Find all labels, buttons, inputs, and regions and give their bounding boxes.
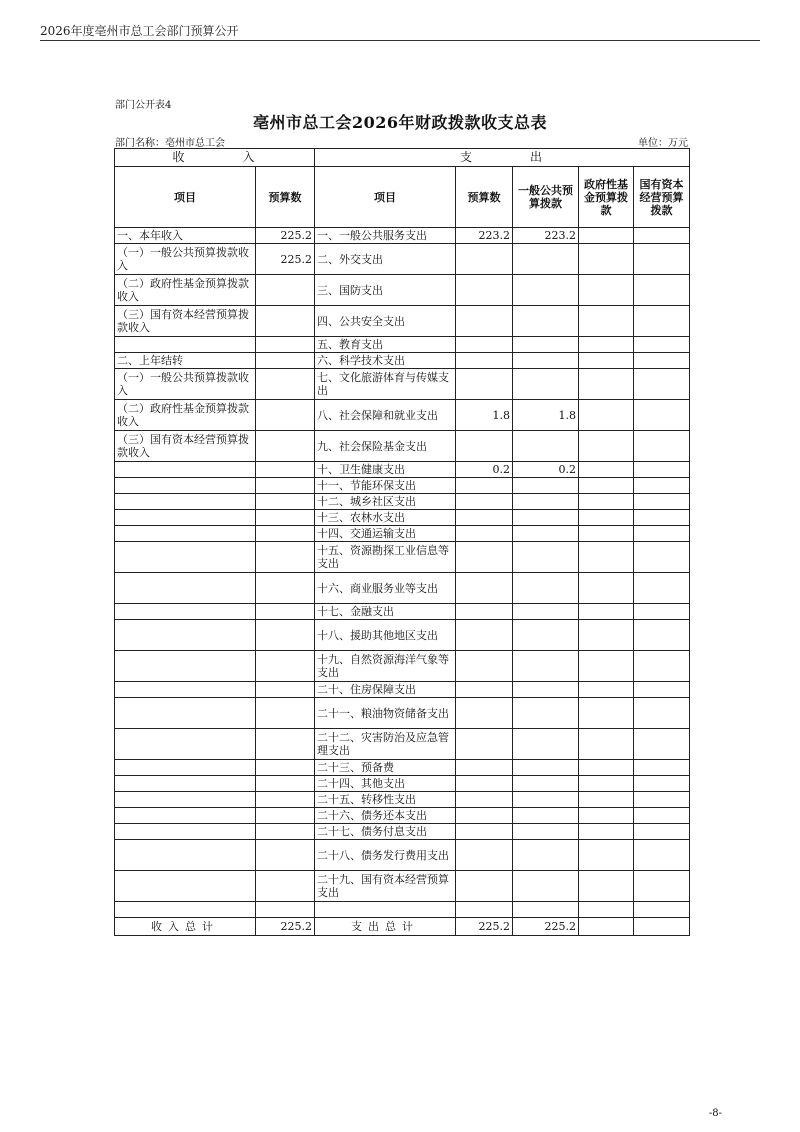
income-value-cell: 225.2 <box>256 228 315 244</box>
table-row <box>115 306 690 337</box>
state-capital-cell <box>634 871 690 902</box>
header-rule <box>40 40 760 41</box>
income-item-cell <box>115 510 256 526</box>
expense-budget-cell <box>456 244 513 275</box>
income-value-cell <box>256 808 315 824</box>
expense-budget-cell <box>456 808 513 824</box>
general-public-cell <box>513 729 579 760</box>
gov-fund-cell <box>579 431 634 462</box>
gov-fund-cell <box>579 604 634 620</box>
general-public-cell <box>513 776 579 792</box>
expense-item-cell: 二十四、其他支出 <box>315 776 456 792</box>
col-state-capital: 国有资本经营预算拨款 <box>634 167 690 228</box>
income-item-cell <box>115 902 256 918</box>
income-item-cell <box>115 698 256 729</box>
state-capital-cell <box>634 478 690 494</box>
expense-budget-cell <box>456 871 513 902</box>
table-row <box>115 228 690 244</box>
gov-fund-cell <box>579 353 634 369</box>
general-public-cell <box>513 494 579 510</box>
col-expense-item: 项目 <box>315 167 456 228</box>
general-public-cell <box>513 337 579 353</box>
income-item-cell: （一）一般公共预算拨款收入 <box>115 369 256 400</box>
table-row <box>115 510 690 526</box>
expense-item-cell: 十、卫生健康支出 <box>315 462 456 478</box>
state-capital-cell <box>634 337 690 353</box>
income-value-cell <box>256 776 315 792</box>
expense-budget-cell <box>456 604 513 620</box>
gov-fund-cell <box>579 542 634 573</box>
income-item-cell <box>115 651 256 682</box>
general-public-cell <box>513 275 579 306</box>
expense-item-cell: 一、一般公共服务支出 <box>315 228 456 244</box>
income-value-cell <box>256 431 315 462</box>
income-section-header: 收 入 <box>115 149 315 167</box>
state-capital-cell <box>634 698 690 729</box>
expense-item-cell: 十三、农林水支出 <box>315 510 456 526</box>
income-value-cell <box>256 494 315 510</box>
table-row <box>115 275 690 306</box>
income-item-cell <box>115 478 256 494</box>
expense-budget-cell <box>456 275 513 306</box>
table-row <box>115 620 690 651</box>
gov-fund-cell <box>579 682 634 698</box>
income-value-cell <box>256 306 315 337</box>
income-item-cell <box>115 337 256 353</box>
department-name: 部门名称：亳州市总工会 <box>115 138 225 149</box>
expense-item-cell: 二十二、灾害防治及应急管理支出 <box>315 729 456 760</box>
state-capital-cell <box>634 840 690 871</box>
income-value-cell <box>256 353 315 369</box>
general-public-cell <box>513 808 579 824</box>
gov-fund-cell <box>579 824 634 840</box>
state-capital-cell <box>634 824 690 840</box>
state-capital-cell <box>634 306 690 337</box>
income-item-cell: （二）政府性基金预算拨款收入 <box>115 400 256 431</box>
income-item-cell <box>115 542 256 573</box>
expense-item-cell: 十二、城乡社区支出 <box>315 494 456 510</box>
table-row <box>115 494 690 510</box>
state-capital-cell <box>634 369 690 400</box>
state-capital-cell <box>634 462 690 478</box>
table-row <box>115 824 690 840</box>
state-capital-cell <box>634 776 690 792</box>
state-capital-cell <box>634 792 690 808</box>
income-item-cell <box>115 620 256 651</box>
gov-fund-cell <box>579 275 634 306</box>
expense-item-cell: 二十七、债务付息支出 <box>315 824 456 840</box>
expense-item-cell: 二十一、粮油物资储备支出 <box>315 698 456 729</box>
table-row <box>115 353 690 369</box>
expense-budget-cell: 1.8 <box>456 400 513 431</box>
income-total-label: 收入总计 <box>115 918 256 936</box>
expense-item-cell: 二、外交支出 <box>315 244 456 275</box>
expense-item-cell: 二十六、债务还本支出 <box>315 808 456 824</box>
expense-item-cell: 四、公共安全支出 <box>315 306 456 337</box>
income-item-cell <box>115 760 256 776</box>
table-row <box>115 542 690 573</box>
col-gov-fund: 政府性基金预算拨款 <box>579 167 634 228</box>
gov-fund-cell <box>579 228 634 244</box>
income-item-cell <box>115 573 256 604</box>
general-public-cell <box>513 620 579 651</box>
table-row <box>115 369 690 400</box>
expense-budget-cell <box>456 542 513 573</box>
general-public-cell <box>513 369 579 400</box>
general-public-cell <box>513 573 579 604</box>
gov-fund-cell <box>579 400 634 431</box>
page-title: 亳州市总工会2026年财政拨款收支总表 <box>252 113 548 132</box>
income-value-cell <box>256 462 315 478</box>
income-value-cell <box>256 542 315 573</box>
expense-budget-cell <box>456 431 513 462</box>
gov-fund-cell <box>579 871 634 902</box>
expense-item-cell: 九、社会保险基金支出 <box>315 431 456 462</box>
page-number: -8- <box>708 1108 722 1119</box>
state-capital-cell <box>634 682 690 698</box>
expense-section-header: 支 出 <box>315 149 690 167</box>
income-item-cell <box>115 840 256 871</box>
gov-fund-cell <box>579 478 634 494</box>
income-item-cell <box>115 729 256 760</box>
gov-fund-cell <box>579 526 634 542</box>
state-capital-cell <box>634 729 690 760</box>
expense-budget-cell <box>456 306 513 337</box>
income-item-cell: 二、上年结转 <box>115 353 256 369</box>
income-value-cell <box>256 604 315 620</box>
state-capital-cell <box>634 244 690 275</box>
general-public-cell <box>513 306 579 337</box>
expense-item-cell: 六、科学技术支出 <box>315 353 456 369</box>
gov-fund-cell <box>579 651 634 682</box>
expense-budget-cell <box>456 620 513 651</box>
income-value-cell <box>256 620 315 651</box>
expense-budget-cell <box>456 337 513 353</box>
income-value-cell <box>256 275 315 306</box>
table-row <box>115 808 690 824</box>
general-public-cell <box>513 760 579 776</box>
expense-budget-cell <box>456 510 513 526</box>
expense-budget-cell <box>456 776 513 792</box>
general-public-cell: 0.2 <box>513 462 579 478</box>
income-total-value: 225.2 <box>256 918 315 936</box>
expense-item-cell: 二十三、预备费 <box>315 760 456 776</box>
state-capital-cell <box>634 902 690 918</box>
gov-fund-cell <box>579 729 634 760</box>
general-public-cell <box>513 902 579 918</box>
gov-fund-cell <box>579 776 634 792</box>
income-value-cell <box>256 400 315 431</box>
general-public-cell <box>513 824 579 840</box>
expense-item-cell: 十六、商业服务业等支出 <box>315 573 456 604</box>
expense-budget-cell <box>456 902 513 918</box>
expense-budget-cell <box>456 526 513 542</box>
state-capital-cell <box>634 494 690 510</box>
general-public-cell <box>513 526 579 542</box>
income-item-cell <box>115 776 256 792</box>
state-capital-cell <box>634 275 690 306</box>
state-capital-cell <box>634 604 690 620</box>
expense-total-gov-fund <box>579 918 634 936</box>
state-capital-cell <box>634 431 690 462</box>
general-public-cell <box>513 542 579 573</box>
table-label: 部门公开表4 <box>115 100 172 111</box>
state-capital-cell <box>634 573 690 604</box>
table-row <box>115 462 690 478</box>
expense-item-cell: 二十九、国有资本经营预算支出 <box>315 871 456 902</box>
gov-fund-cell <box>579 244 634 275</box>
general-public-cell: 1.8 <box>513 400 579 431</box>
general-public-cell <box>513 244 579 275</box>
expense-budget-cell <box>456 478 513 494</box>
income-item-cell <box>115 526 256 542</box>
gov-fund-cell <box>579 573 634 604</box>
general-public-cell <box>513 792 579 808</box>
income-item-cell <box>115 462 256 478</box>
income-value-cell <box>256 792 315 808</box>
expense-budget-cell <box>456 729 513 760</box>
expense-budget-cell <box>456 573 513 604</box>
expense-item-cell: 二十、住房保障支出 <box>315 682 456 698</box>
expense-budget-cell <box>456 353 513 369</box>
table-row <box>115 244 690 275</box>
general-public-cell <box>513 431 579 462</box>
expense-item-cell: 十九、自然资源海洋气象等支出 <box>315 651 456 682</box>
income-value-cell <box>256 337 315 353</box>
general-public-cell <box>513 682 579 698</box>
col-income-budget: 预算数 <box>256 167 315 228</box>
expense-budget-cell: 223.2 <box>456 228 513 244</box>
expense-budget-cell <box>456 824 513 840</box>
income-value-cell <box>256 840 315 871</box>
table-row <box>115 478 690 494</box>
expense-budget-cell <box>456 698 513 729</box>
running-header: 2026年度亳州市总工会部门预算公开 <box>40 24 239 38</box>
income-value-cell <box>256 651 315 682</box>
table-row <box>115 792 690 808</box>
table-row <box>115 400 690 431</box>
table-row <box>115 526 690 542</box>
gov-fund-cell <box>579 760 634 776</box>
income-value-cell <box>256 573 315 604</box>
income-item-cell: （三）国有资本经营预算拨款收入 <box>115 306 256 337</box>
expense-item-cell: 十八、援助其他地区支出 <box>315 620 456 651</box>
table-row <box>115 698 690 729</box>
income-item-cell <box>115 824 256 840</box>
expense-budget-cell <box>456 840 513 871</box>
expense-item-cell: 五、教育支出 <box>315 337 456 353</box>
expense-budget-cell <box>456 369 513 400</box>
gov-fund-cell <box>579 510 634 526</box>
income-item-cell <box>115 682 256 698</box>
state-capital-cell <box>634 526 690 542</box>
income-value-cell <box>256 478 315 494</box>
gov-fund-cell <box>579 840 634 871</box>
gov-fund-cell <box>579 698 634 729</box>
general-public-cell <box>513 353 579 369</box>
gov-fund-cell <box>579 792 634 808</box>
state-capital-cell <box>634 651 690 682</box>
gov-fund-cell <box>579 494 634 510</box>
expense-item-cell: 十一、节能环保支出 <box>315 478 456 494</box>
gov-fund-cell <box>579 337 634 353</box>
expense-item-cell: 七、文化旅游体育与传媒支出 <box>315 369 456 400</box>
expense-item-cell: 十五、资源勘探工业信息等支出 <box>315 542 456 573</box>
expense-budget-cell <box>456 760 513 776</box>
state-capital-cell <box>634 353 690 369</box>
general-public-cell: 223.2 <box>513 228 579 244</box>
table-row <box>115 337 690 353</box>
income-item-cell: （二）政府性基金预算拨款收入 <box>115 275 256 306</box>
expense-budget-cell <box>456 494 513 510</box>
general-public-cell <box>513 478 579 494</box>
state-capital-cell <box>634 542 690 573</box>
income-item-cell <box>115 871 256 902</box>
expense-item-cell: 十四、交通运输支出 <box>315 526 456 542</box>
state-capital-cell <box>634 510 690 526</box>
income-value-cell <box>256 902 315 918</box>
table-row <box>115 573 690 604</box>
expense-item-cell: 三、国防支出 <box>315 275 456 306</box>
table-row <box>115 604 690 620</box>
state-capital-cell <box>634 808 690 824</box>
state-capital-cell <box>634 400 690 431</box>
expense-budget-cell <box>456 651 513 682</box>
income-value-cell <box>256 369 315 400</box>
state-capital-cell <box>634 228 690 244</box>
expense-item-cell <box>315 902 456 918</box>
income-value-cell <box>256 729 315 760</box>
expense-total-state-capital <box>634 918 690 936</box>
table-row <box>115 902 690 918</box>
table-row <box>115 776 690 792</box>
income-item-cell: 一、本年收入 <box>115 228 256 244</box>
col-expense-budget: 预算数 <box>456 167 513 228</box>
expense-item-cell: 二十八、债务发行费用支出 <box>315 840 456 871</box>
expense-item-cell: 八、社会保障和就业支出 <box>315 400 456 431</box>
gov-fund-cell <box>579 462 634 478</box>
income-item-cell: （三）国有资本经营预算拨款收入 <box>115 431 256 462</box>
table-row <box>115 760 690 776</box>
income-item-cell <box>115 792 256 808</box>
expense-total-budget: 225.2 <box>456 918 513 936</box>
income-value-cell <box>256 526 315 542</box>
income-item-cell <box>115 604 256 620</box>
general-public-cell <box>513 871 579 902</box>
table-row <box>115 729 690 760</box>
expense-total-general-public: 225.2 <box>513 918 579 936</box>
col-income-item: 项目 <box>115 167 256 228</box>
income-value-cell <box>256 682 315 698</box>
expense-budget-cell <box>456 682 513 698</box>
income-item-cell <box>115 494 256 510</box>
unit-label: 单位：万元 <box>638 138 688 149</box>
gov-fund-cell <box>579 306 634 337</box>
general-public-cell <box>513 510 579 526</box>
gov-fund-cell <box>579 369 634 400</box>
income-value-cell <box>256 824 315 840</box>
table-row <box>115 682 690 698</box>
expense-item-cell: 十七、金融支出 <box>315 604 456 620</box>
col-general-public: 一般公共预算拨款 <box>513 167 579 228</box>
income-value-cell: 225.2 <box>256 244 315 275</box>
gov-fund-cell <box>579 902 634 918</box>
gov-fund-cell <box>579 620 634 651</box>
expense-budget-cell: 0.2 <box>456 462 513 478</box>
general-public-cell <box>513 840 579 871</box>
state-capital-cell <box>634 760 690 776</box>
general-public-cell <box>513 698 579 729</box>
budget-table <box>114 148 690 936</box>
expense-budget-cell <box>456 792 513 808</box>
general-public-cell <box>513 651 579 682</box>
state-capital-cell <box>634 620 690 651</box>
gov-fund-cell <box>579 808 634 824</box>
table-row <box>115 431 690 462</box>
income-value-cell <box>256 760 315 776</box>
totals-row <box>115 918 690 936</box>
general-public-cell <box>513 604 579 620</box>
expense-total-label: 支出总计 <box>315 918 456 936</box>
income-item-cell: （一）一般公共预算拨款收入 <box>115 244 256 275</box>
table-row <box>115 651 690 682</box>
expense-item-cell: 二十五、转移性支出 <box>315 792 456 808</box>
income-item-cell <box>115 808 256 824</box>
income-value-cell <box>256 510 315 526</box>
income-value-cell <box>256 871 315 902</box>
table-row <box>115 871 690 902</box>
table-row <box>115 840 690 871</box>
income-value-cell <box>256 698 315 729</box>
